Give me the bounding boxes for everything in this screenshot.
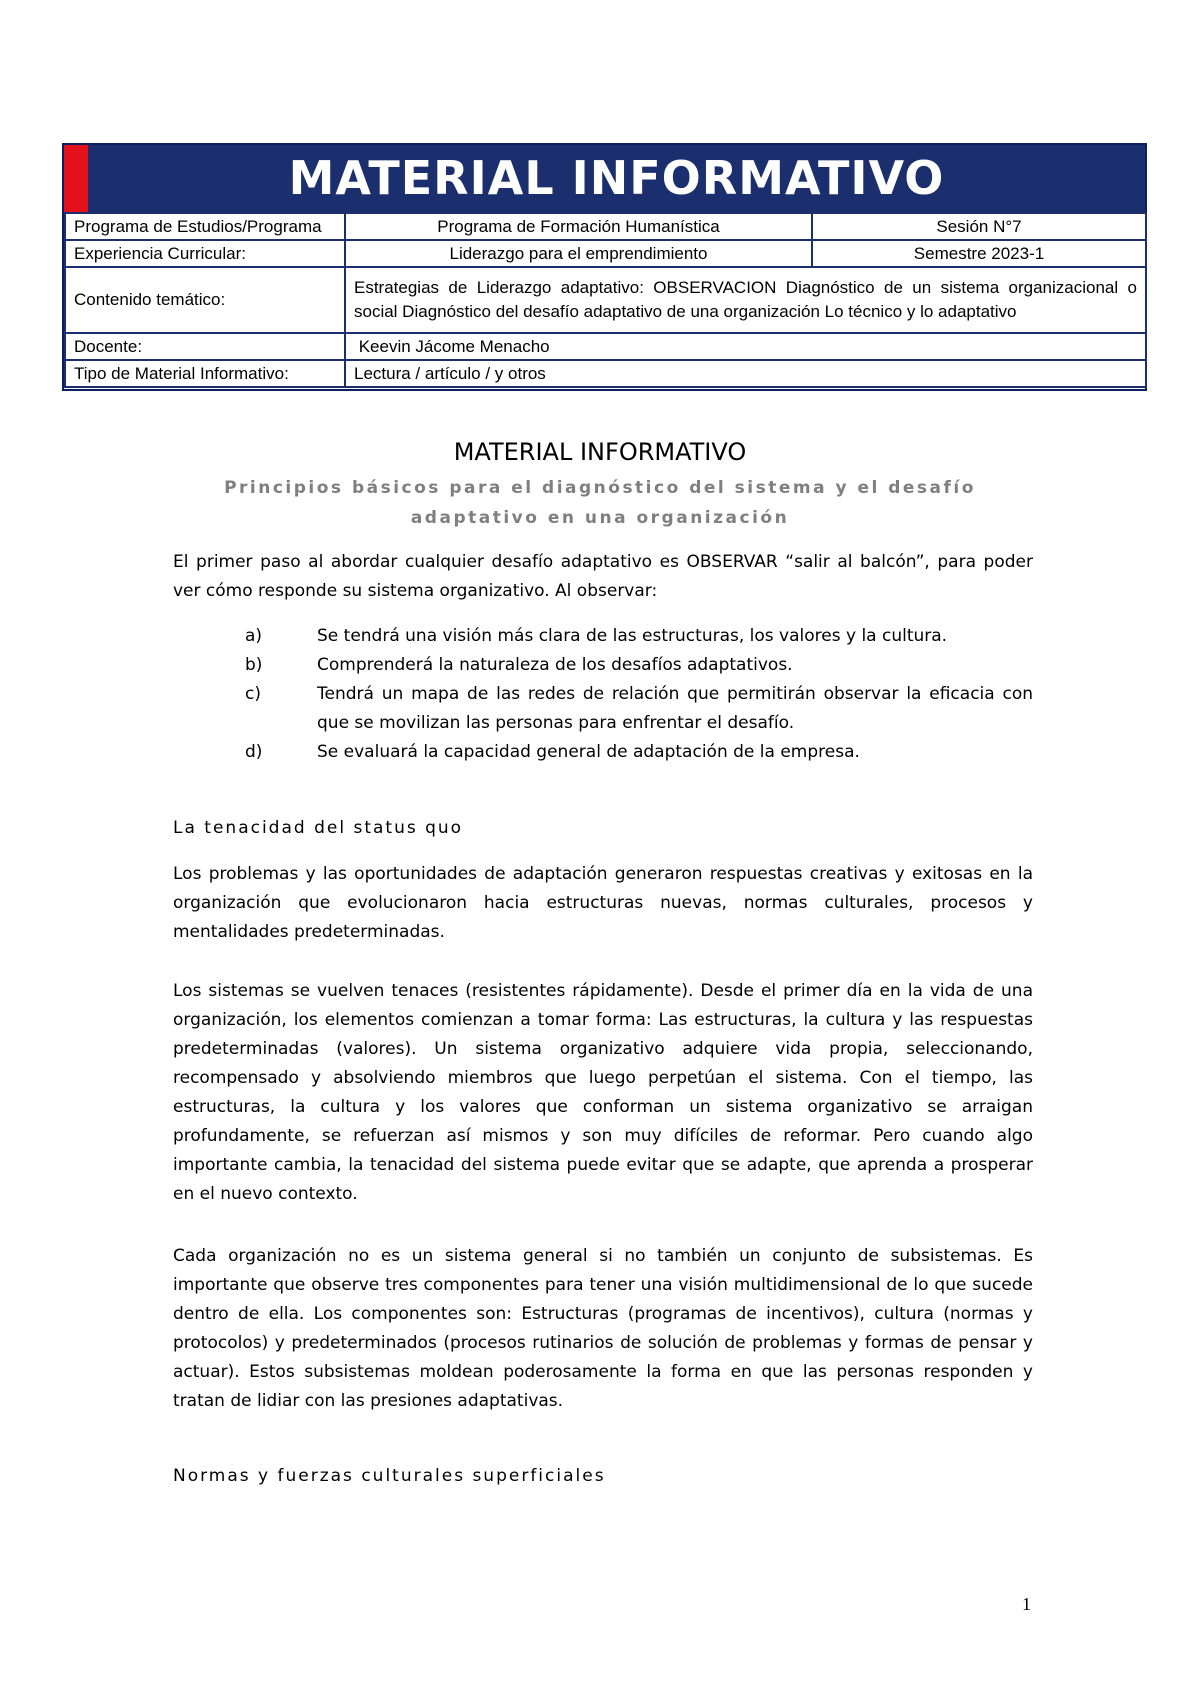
programa-value: Programa de Formación Humanística xyxy=(345,213,812,240)
list-item xyxy=(245,680,1033,738)
document-title: MATERIAL INFORMATIVO xyxy=(453,438,747,466)
table-row xyxy=(65,360,1146,387)
list-item xyxy=(245,651,1033,680)
list-marker: c) xyxy=(245,684,261,704)
docente-value: Keevin Jácome Menacho xyxy=(345,333,1146,360)
banner-red-accent xyxy=(64,145,88,212)
experiencia-label: Experiencia Curricular: xyxy=(65,240,345,267)
contenido-value: Estrategias de Liderazgo adaptativo: OBSERVACION Diagnóstico de un sistema organizacional o social Diagnóstico del desafío adaptativo de una organización Lo técnico y lo adaptativo xyxy=(345,267,1146,333)
document-subtitle: Principios básicos para el diagnóstico del sistema y el desafío adaptativo en una organización xyxy=(224,478,976,528)
paragraph-1: Los problemas y las oportunidades de adaptación generaron respuestas creativas y exitosas en la organización que evolucionaron hacia estructuras nuevas, normas culturales, procesos y mentalidades predeterminadas. xyxy=(173,864,1033,942)
list-item-text: Comprenderá la naturaleza de los desafíos adaptativos. xyxy=(317,655,793,675)
page-number: 1 xyxy=(1022,1594,1031,1614)
list-item-text: Tendrá un mapa de las redes de relación que permitirán observar la eficacia con que se movilizan las personas para enfrentar el desafío. xyxy=(317,684,1033,733)
list-marker: a) xyxy=(245,626,263,646)
sesion-value: Sesión N°7 xyxy=(812,213,1146,240)
semestre-value: Semestre 2023-1 xyxy=(812,240,1146,267)
table-row xyxy=(65,333,1146,360)
table-row xyxy=(65,267,1146,333)
banner-title: MATERIAL INFORMATIVO xyxy=(288,151,945,205)
list-item xyxy=(245,622,1033,651)
list-item-text: Se evaluará la capacidad general de adaptación de la empresa. xyxy=(317,742,860,762)
list-marker: d) xyxy=(245,742,263,762)
table-row xyxy=(65,240,1146,267)
programa-label: Programa de Estudios/Programa xyxy=(65,213,345,240)
contenido-label: Contenido temático: xyxy=(65,267,345,333)
experiencia-value: Liderazgo para el emprendimiento xyxy=(345,240,812,267)
tipo-label: Tipo de Material Informativo: xyxy=(65,360,345,387)
section-heading-normas: Normas y fuerzas culturales superficiales xyxy=(173,1466,606,1486)
observation-list xyxy=(245,622,1033,767)
table-row xyxy=(65,213,1146,240)
list-marker: b) xyxy=(245,655,263,675)
title-banner xyxy=(64,145,1145,212)
tipo-value: Lectura / artículo / y otros xyxy=(345,360,1146,387)
list-item-text: Se tendrá una visión más clara de las estructuras, los valores y la cultura. xyxy=(317,626,948,646)
list-item xyxy=(245,738,1033,767)
paragraph-2: Los sistemas se vuelven tenaces (resistentes rápidamente). Desde el primer día en la vida de una organización, los elementos comienzan a tomar forma: Las estructuras, la cultura y las respuestas predeterminadas (valores). Un sistema organizativo adquiere vida propia, seleccionando, recompensado y absolviendo miembros que luego perpetúan el sistema. Con el tiempo, las estructuras, la cultura y los valores que conforman un sistema organizativo se arraigan profundamente, se refuerzan así mismos y son muy difíciles de reformar. Pero cuando algo importante cambia, la tenacidad del sistema puede evitar que se adapte, que aprenda a prosperar en el nuevo contexto. xyxy=(173,981,1033,1204)
section-heading-status-quo: La tenacidad del status quo xyxy=(173,818,464,838)
course-info-table xyxy=(64,212,1147,388)
header-info-box xyxy=(62,143,1147,391)
intro-paragraph: El primer paso al abordar cualquier desafío adaptativo es OBSERVAR “salir al balcón”, para poder ver cómo responde su sistema organizativo. Al observar: xyxy=(173,552,1033,601)
paragraph-3: Cada organización no es un sistema general si no también un conjunto de subsistemas. Es importante que observe tres componentes para tener una visión multidimensional de lo que sucede dentro de ella. Los componentes son: Estructuras (programas de incentivos), cultura (normas y protocolos) y predeterminados (procesos rutinarios de solución de problemas y formas de pensar y actuar). Estos subsistemas moldean poderosamente la forma en que las personas responden y tratan de lidiar con las presiones adaptativas. xyxy=(173,1246,1033,1411)
docente-label: Docente: xyxy=(65,333,345,360)
